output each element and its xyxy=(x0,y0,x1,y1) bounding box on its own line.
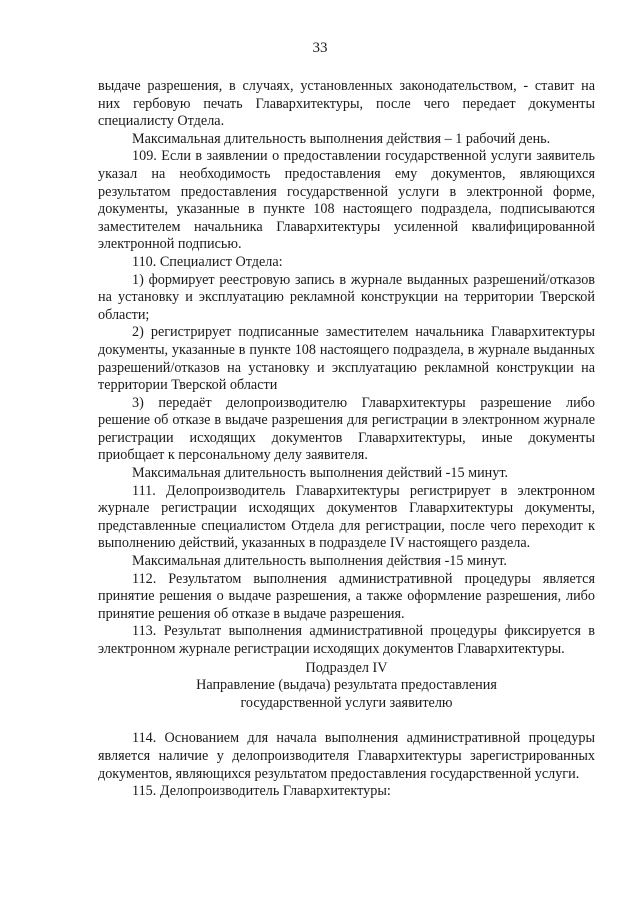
subsection-heading xyxy=(98,660,595,713)
subsection-title-line-2: государственной услуги заявителю xyxy=(240,694,453,711)
paragraph-114: 114. Основанием для начала выполнения административной процедуры является наличие у делопроизводителя Главархитектуры зарегистрированных документов, являющихся результатом предоставления государственной услуги. xyxy=(98,730,595,782)
paragraph-max-duration-1: Максимальная длительность выполнения действия – 1 рабочий день. xyxy=(132,130,551,147)
paragraph-115: 115. Делопроизводитель Главархитектуры: xyxy=(132,783,391,800)
subsection-label: Подраздел IV xyxy=(305,659,388,676)
subsection-title-line-1: Направление (выдача) результата предоставления xyxy=(196,677,497,694)
paragraph-109: 109. Если в заявлении о предоставлении государственной услуги заявитель указал на необходимость предоставления ему документов, являющихся результатом предоставления государственной услуги в электронной форме, документы, указанные в пункте 108 настоящего подраздела, подписываются заместителем начальника Главархитектуры усиленной квалифицированной электронной подписью. xyxy=(98,148,595,253)
paragraph-111: 111. Делопроизводитель Главархитектуры регистрирует в электронном журнале регистрации исходящих документов Главархитектуры документы, представленные специалистом Отдела для регистрации, после чего переходит к выполнению действий, указанных в подразделе IV настоящего раздела. xyxy=(98,482,595,552)
paragraph-110: 110. Специалист Отдела: xyxy=(132,253,283,270)
paragraph-max-duration-2: Максимальная длительность выполнения действий -15 минут. xyxy=(132,465,509,482)
page-number: 33 xyxy=(312,40,328,56)
document-body xyxy=(98,78,595,801)
paragraph-110-item-2: 2) регистрирует подписанные заместителем начальника Главархитектуры документы, указанные в пункте 108 настоящего подраздела, в журнале выданных разрешений/отказов на установку и эксплуатацию рекламной конструкции на территории Тверской области xyxy=(98,324,595,394)
paragraph-110-item-3: 3) передаёт делопроизводителю Главархитектуры разрешение либо решение об отказе в выдаче разрешения для регистрации в электронном журнале регистрации исходящих документов Главархитектуры, иные документы приобщает к персональному делу заявителя. xyxy=(98,394,595,464)
spacer xyxy=(98,712,595,730)
paragraph-113: 113. Результат выполнения административной процедуры фиксируется в электронном журнале регистрации исходящих документов Главархитектуры. xyxy=(98,623,595,657)
paragraph-max-duration-3: Максимальная длительность выполнения действия -15 минут. xyxy=(132,553,507,570)
paragraph-110-item-1: 1) формирует реестровую запись в журнале выданных разрешений/отказов на установку и эксплуатацию рекламной конструкции на территории Тверской области; xyxy=(98,271,595,323)
paragraph-112: 112. Результатом выполнения административной процедуры является принятие решения о выдаче разрешения, а также оформление разрешения, либо принятие решения об отказе в выдаче разрешения. xyxy=(98,570,595,622)
paragraph-continuation: выдаче разрешения, в случаях, установленных законодательством, - ставит на них гербовую печать Главархитектуры, после чего передает документы специалисту Отдела. xyxy=(98,78,595,130)
